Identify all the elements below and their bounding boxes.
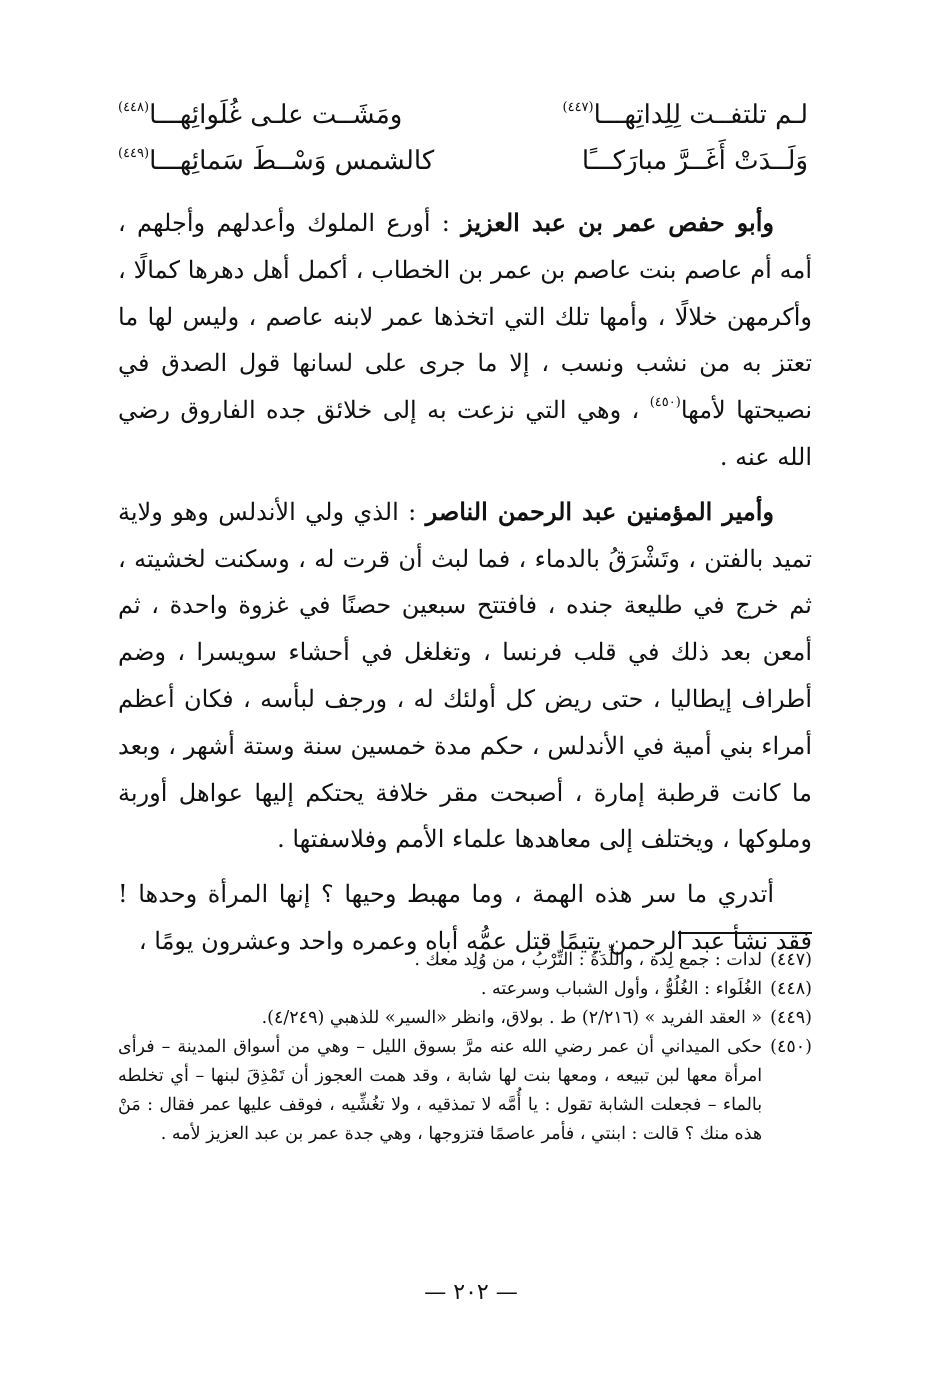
poem-verses: [118, 92, 808, 184]
footnote-text: « العقد الفريد » (٢/٢١٦) ط . بولاق، وانظر «السير» للذهبي (٤/٢٤٩).: [261, 1008, 763, 1028]
footnote-number: (٤٥٠): [770, 1037, 812, 1057]
footnote-text: الغُلَواء : الغُلُوُّ ، وأول الشباب وسرعته .: [480, 979, 763, 999]
footnote-item: [118, 946, 812, 975]
footnotes: [118, 946, 812, 1149]
footnote-number: (٤٤٧): [770, 950, 812, 970]
footnote-marker: (٤٤٧): [562, 100, 594, 115]
footnote-text: لدات : جمع لِدة ، واللِّدَةُ : التِّرْبُ ، من وُلِد معك .: [414, 950, 763, 970]
footnote-item: [118, 1004, 812, 1033]
verse-first-hemistich: لـم تلتفــت لِلِداتِهـــا$^{(٤٤٧)}$: [562, 100, 808, 130]
page-number: — ٢٠٢ —: [424, 1280, 518, 1305]
verse-line: [118, 138, 808, 184]
footnote-separator: [678, 932, 812, 934]
verse-first-hemistich: وَلَــدَتْ أَغَــرَّ مبارَكـــًا: [581, 146, 808, 176]
paragraph-lead: وأبو حفص عمر بن عبد العزيز: [461, 208, 774, 237]
verse-second-hemistich: ومَشَــت علـى غُلَوائِهـــا$^{(٤٤٨)}$: [118, 100, 403, 130]
footnote-number: (٤٤٨): [770, 979, 812, 999]
verse-line: [118, 92, 808, 138]
verse-second-hemistich: كالشمس وَسْــطَ سَمائِهـــا$^{(٤٤٩)}$: [118, 146, 435, 176]
footnote-marker: (٤٤٩): [118, 146, 150, 161]
footnote-text: حكى الميداني أن عمر رضي الله عنه مرَّ بسوق الليل – وهي من أسواق المدينة – فرأى امرأة معها لبن تبيعه ، ومعها بنت لها شابة ، وقد همت العجوز أن تَمْذِقَ لبنها – أي تخلطه بالماء – فجعلت الشابة تقول : يا أُمَّه لا تمذقيه ، ولا تغُشِّيه ، فوقف عليها عمر فقال : مَنْ هذه منك ؟ قالت : ابنتي ، فأمر عاصمًا فتزوجها ، وهي جدة عمر بن عبد العزيز لأمه .: [118, 1037, 763, 1144]
footnote-item: [118, 975, 812, 1004]
paragraph-lead: وأمير المؤمنين عبد الرحمن الناصر: [425, 496, 775, 526]
paragraph-abd-al-rahman-al-nasir: وأمير المؤمنين عبد الرحمن الناصر : الذي ولي الأندلس وهو ولاية تميد بالفتن ، وتَشْرَقُ بالدماء ، فما لبث أن قرت له ، وسكنت لخشيته ، ثم خرج في طليعة جنده ، فافتتح سبعين حصنًا في غزوة واحدة ، ثم أمعن بعد ذلك في قلب فرنسا ، وتغلغل في أحشاء سويسرا ، وضم أطراف إيطاليا ، حتى ريض كل أولئك له ، ورجف لبأسه ، فكان أعظم أمراء بني أمية في الأندلس ، حكم مدة خمسين سنة وستة أشهر ، وبعد ما كانت قرطبة إمارة ، أصبحت مقر خلافة يحتكم إليها عواهل أوربة وملوكها ، ويختلف إلى معاهدها علماء الأمم وفلاسفتها .: [118, 496, 812, 854]
footnote-marker: (٤٤٨): [118, 100, 150, 115]
paragraph-umar-ibn-abd-al-aziz: وأبو حفص عمر بن عبد العزيز : أورع الملوك وأعدلهم وأجلهم ، أمه أم عاصم بنت عاصم بن عمر بن الخطاب ، أكمل أهل دهرها كمالًا ، وأكرمهن خلالًا ، وأمها تلك التي اتخذها عمر لابنه عاصم ، وليس لها ما تعتز به من نشب ونسب ، إلا ما جرى على لسانها قول الصدق في نصيحتها لأمها$^{(٤٥٠)}$ ، وهي التي نزعت به إلى خلائق جده الفاروق رضي الله عنه .: [118, 208, 812, 471]
footnote-marker: (٤٥٠): [649, 395, 681, 411]
paragraph-secret-of-ambition: أتدري ما سر هذه الهمة ، وما مهبط وحيها ؟ إنها المرأة وحدها ! فقد نشأ عبد الرحمن يتيمًا قتل عمُّه أباه وعمره واحد وعشرون يومًا ،: [118, 880, 812, 955]
footnote-item: [118, 1033, 812, 1149]
body-text: [118, 200, 812, 965]
footnote-number: (٤٤٩): [770, 1008, 812, 1028]
